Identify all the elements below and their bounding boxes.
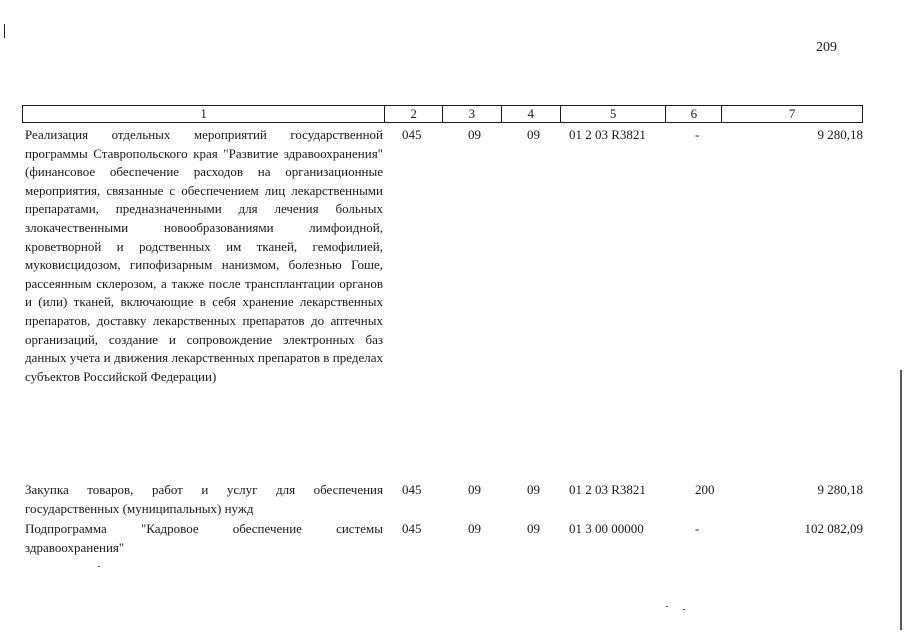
row-grbs-code: 045 <box>402 482 422 497</box>
scan-speck <box>666 606 668 607</box>
row-name: Закупка товаров, работ и услуг для обеспечения государственных (муниципальных) нужд <box>25 482 383 516</box>
row-section-code: 09 <box>468 127 481 142</box>
header-col-6: 6 <box>666 106 722 122</box>
row-subsection-code: 09 <box>527 482 540 497</box>
row-amount: 9 280,18 <box>817 482 863 497</box>
header-col-1: 1 <box>23 106 385 122</box>
row-name: Реализация отдельных мероприятий государственной программы Ставропольского края "Развитие здравоохранения" (финансовое обеспечение расходов на организационные мероприятия, связанные с обеспечением лиц лекарственными препаратами, предназначенными для лечения больных злокачественными новообразованиями лимфоидной, кроветворной и родственных им тканей, гемофилией, муковисцидозом, гипофизарным нанизмом, болезнью Гоше, рассеянным склерозом, а также после трансплантации органов и (или) тканей, включающие в себя хранение лекарственных препаратов, доставку лекарственных препаратов до аптечных организаций, создание и сопровождение электронных баз данных учета и движения лекарственных препаратов в пределах субъектов Российской Федерации) <box>25 127 383 384</box>
page-number: 209 <box>816 40 837 55</box>
row-target-item-code: 01 3 00 00000 <box>569 521 644 536</box>
row-subsection-code: 09 <box>527 127 540 142</box>
row-expense-type-code: 200 <box>695 482 715 497</box>
header-col-4: 4 <box>502 106 561 122</box>
row-expense-type-code: - <box>695 521 700 536</box>
row-section-code: 09 <box>468 482 481 497</box>
row-expense-type-code: - <box>695 127 700 142</box>
scan-speck <box>98 566 100 567</box>
row-name: Подпрограмма "Кадровое обеспечение системы здравоохранения" <box>25 521 383 555</box>
row-grbs-code: 045 <box>402 127 422 142</box>
scan-artifact-right <box>900 370 902 630</box>
row-grbs-code: 045 <box>402 521 422 536</box>
row-amount: 9 280,18 <box>817 127 863 142</box>
scan-artifact-left <box>4 24 5 38</box>
scan-speck <box>683 609 685 610</box>
header-col-5: 5 <box>561 106 667 122</box>
header-col-2: 2 <box>385 106 443 122</box>
row-target-item-code: 01 2 03 R3821 <box>569 482 646 497</box>
row-target-item-code: 01 2 03 R3821 <box>569 127 646 142</box>
row-subsection-code: 09 <box>527 521 540 536</box>
row-amount: 102 082,09 <box>804 521 863 536</box>
header-col-3: 3 <box>443 106 502 122</box>
table-header-row <box>22 105 863 123</box>
header-col-7: 7 <box>788 106 796 121</box>
row-section-code: 09 <box>468 521 481 536</box>
